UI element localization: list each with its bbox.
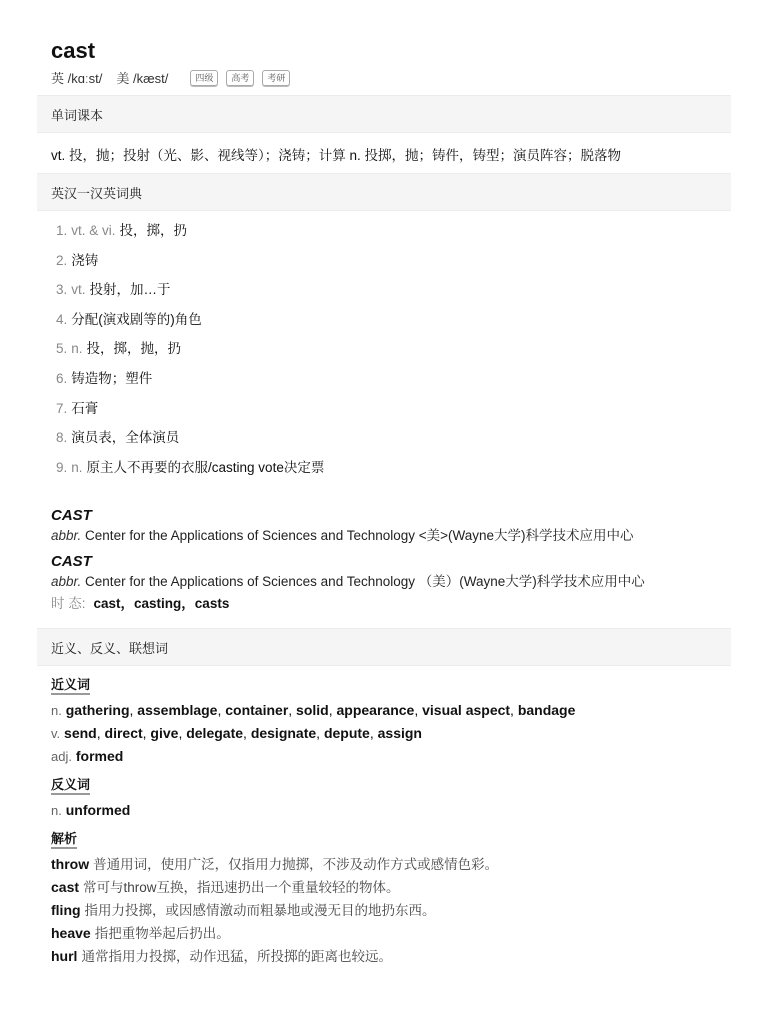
analysis-word[interactable]: throw bbox=[51, 856, 90, 872]
us-pronunciation[interactable] bbox=[116, 68, 168, 87]
related-word-link[interactable]: designate bbox=[250, 725, 317, 741]
abbr-line bbox=[51, 526, 751, 546]
abbr-entry bbox=[51, 506, 751, 546]
related-word-link[interactable]: give bbox=[150, 725, 179, 741]
entry-header bbox=[51, 38, 290, 87]
analysis-word[interactable]: hurl bbox=[51, 948, 78, 964]
related-word-link[interactable]: solid bbox=[296, 702, 329, 718]
antonym-rows bbox=[51, 799, 751, 822]
word-pos: n. bbox=[51, 803, 62, 818]
section-related: 近义、反义、联想词 bbox=[37, 628, 731, 666]
related-word-link[interactable]: delegate bbox=[186, 725, 244, 741]
us-ipa: /kæst/ bbox=[132, 71, 169, 86]
abbreviation-block bbox=[51, 506, 751, 616]
abbr-label: abbr. bbox=[51, 574, 82, 589]
sense-pos: n. bbox=[71, 341, 83, 357]
analysis-text: 常可与throw互换，指迅速扔出一个重量较轻的物体。 bbox=[83, 880, 400, 895]
sense-item bbox=[56, 280, 324, 310]
exam-tag: 四级 bbox=[190, 70, 218, 86]
sense-item bbox=[56, 251, 324, 281]
sense-text: 投射，加…于 bbox=[89, 282, 171, 298]
tense-row bbox=[51, 592, 751, 616]
related-word-link[interactable]: gathering bbox=[65, 702, 130, 718]
sense-number: 7. bbox=[56, 400, 68, 416]
abbr-entry bbox=[51, 552, 751, 592]
analysis-word[interactable]: cast bbox=[51, 879, 80, 895]
exam-tag: 高考 bbox=[226, 70, 254, 86]
abbr-text: Center for the Applications of Sciences and Technology （美）(Wayne大学)科学技术应用中心 bbox=[85, 574, 645, 589]
sense-text: 铸造物；塑件 bbox=[71, 370, 153, 386]
analysis-row bbox=[51, 922, 751, 945]
related-word-link[interactable]: container bbox=[225, 702, 289, 718]
sense-text: 投，掷，扔 bbox=[119, 223, 188, 238]
tense-label: 时 态: bbox=[51, 596, 86, 611]
sense-text: 演员表，全体演员 bbox=[71, 430, 180, 446]
tense-forms: cast，casting，casts bbox=[93, 596, 230, 611]
sense-number: 6. bbox=[56, 370, 68, 386]
word-pos: n. bbox=[51, 703, 62, 718]
section-textbook: 单词课本 bbox=[37, 95, 731, 133]
sense-item bbox=[56, 221, 324, 251]
sense-number: 9. bbox=[56, 459, 68, 475]
related-word-link[interactable]: assemblage bbox=[137, 702, 218, 718]
analysis-word[interactable]: heave bbox=[51, 925, 91, 941]
exam-tag: 考研 bbox=[262, 70, 290, 86]
sense-text: 分配(演戏剧等的)角色 bbox=[71, 311, 202, 327]
uk-pronunciation[interactable] bbox=[51, 68, 102, 87]
word-pos: v. bbox=[51, 726, 61, 741]
sense-number: 5. bbox=[56, 341, 68, 357]
analysis-text: 指用力投掷，或因感情激动而粗暴地或漫无目的地扔东西。 bbox=[84, 903, 436, 918]
section-dictionary: 英汉一汉英词典 bbox=[37, 173, 731, 211]
word-row bbox=[51, 799, 751, 822]
sense-number: 3. bbox=[56, 282, 68, 298]
analysis-text: 普通用词，使用广泛，仅指用力抛掷，不涉及动作方式或感情色彩。 bbox=[93, 857, 499, 872]
analysis-label: 解析 bbox=[51, 831, 77, 849]
sense-item bbox=[56, 458, 324, 488]
related-word-link[interactable]: bandage bbox=[517, 702, 576, 718]
abbr-head: CAST bbox=[51, 507, 92, 524]
related-word-link[interactable]: appearance bbox=[336, 702, 415, 718]
synonym-rows bbox=[51, 699, 751, 768]
analysis-row bbox=[51, 945, 751, 968]
sense-number: 1. bbox=[56, 223, 68, 238]
uk-ipa: /kɑːst/ bbox=[67, 71, 103, 86]
abbr-text: Center for the Applications of Sciences and Technology <美>(Wayne大学)科学技术应用中心 bbox=[85, 528, 634, 543]
related-word-link[interactable]: visual aspect bbox=[422, 702, 511, 718]
uk-label: 英 bbox=[51, 71, 65, 86]
sense-text: 石膏 bbox=[71, 400, 99, 416]
related-word-link[interactable]: send bbox=[64, 725, 97, 741]
sense-text: 浇铸 bbox=[71, 252, 99, 268]
abbr-label: abbr. bbox=[51, 528, 82, 543]
related-word-link[interactable]: unformed bbox=[65, 802, 131, 818]
sense-text: 原主人不再要的衣服/casting vote决定票 bbox=[86, 459, 325, 475]
sense-number: 4. bbox=[56, 311, 68, 327]
analysis-row bbox=[51, 899, 751, 922]
word-row: n. gathering, assemblage, container, solid, appearance, visual aspect, bandage bbox=[51, 702, 576, 718]
sense-item bbox=[56, 339, 324, 369]
sense-pos: n. bbox=[71, 459, 83, 475]
sense-number: 8. bbox=[56, 430, 68, 446]
textbook-definition: vt. 投，抛；投射（光、影、视线等）；浇铸；计算 n. 投掷，抛；铸件，铸型；演员阵容；脱落物 bbox=[51, 148, 622, 163]
sense-text: 投，掷，抛，扔 bbox=[86, 341, 182, 357]
headword: cast bbox=[51, 38, 96, 63]
related-words bbox=[51, 676, 751, 968]
sense-pos: vt. & vi. bbox=[71, 223, 116, 238]
word-row bbox=[51, 745, 751, 768]
related-word-link[interactable]: direct bbox=[104, 725, 143, 741]
sense-number: 2. bbox=[56, 252, 68, 268]
sense-item bbox=[56, 369, 324, 399]
synonyms-label: 近义词 bbox=[51, 677, 90, 695]
related-word-link[interactable]: assign bbox=[377, 725, 422, 741]
related-word-link[interactable]: depute bbox=[323, 725, 370, 741]
analysis-row bbox=[51, 876, 751, 899]
analysis-row bbox=[51, 853, 751, 876]
sense-item bbox=[56, 399, 324, 429]
antonyms-label: 反义词 bbox=[51, 777, 90, 795]
us-label: 美 bbox=[116, 71, 130, 86]
sense-item bbox=[56, 310, 324, 340]
related-word-link[interactable]: formed bbox=[75, 748, 124, 764]
analysis-text: 通常指用力投掷，动作迅猛，所投掷的距离也较远。 bbox=[81, 949, 392, 964]
word-pos: adj. bbox=[51, 749, 72, 764]
sense-pos: vt. bbox=[71, 282, 86, 298]
sense-list bbox=[56, 221, 324, 487]
sense-item bbox=[56, 428, 324, 458]
pronunciation-row bbox=[51, 68, 290, 87]
abbr-head: CAST bbox=[51, 553, 92, 570]
word-row: v. send, direct, give, delegate, designate, depute, assign bbox=[51, 725, 422, 741]
analysis-block bbox=[51, 830, 751, 968]
analysis-word[interactable]: fling bbox=[51, 902, 81, 918]
analysis-text: 指把重物举起后扔出。 bbox=[94, 926, 230, 941]
analysis-rows bbox=[51, 853, 751, 968]
abbr-line bbox=[51, 572, 751, 592]
